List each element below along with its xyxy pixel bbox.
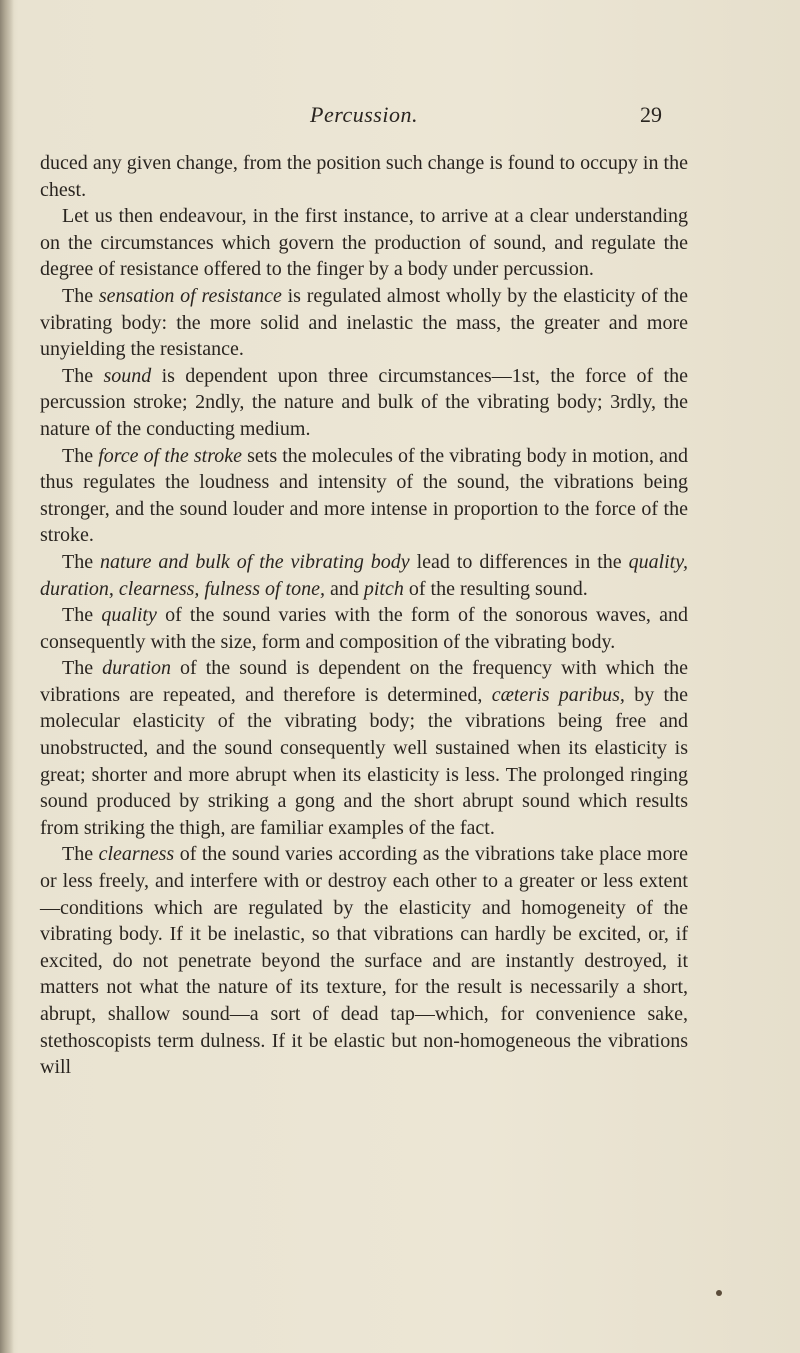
italic-term: nature and bulk of the vibrating body [100, 550, 410, 573]
paragraph [40, 549, 688, 602]
italic-term: quality, duration, clearness, fulness of tone, [40, 550, 689, 600]
text-run: The [62, 284, 99, 307]
text-run: by the molecular elasticity of the vibrating body; the vibrations being free and unobstructed, and the sound consequently well sustained when its elasticity is great; shorter and more abrupt when its elasticity is less. The prolonged ringing sound produced by striking a gong and the short abrupt sound which results from striking the thigh, are familiar examples of the fact. [40, 683, 688, 839]
italic-term: sound [103, 364, 152, 387]
paragraph [40, 283, 688, 363]
body-text [40, 150, 688, 1081]
ink-speck [716, 1290, 722, 1296]
running-title: Percussion. [310, 102, 418, 127]
text-run: is dependent upon three circumstances—1st, the force of the percussion stroke; 2ndly, the nature and bulk of the vibrating body; 3rdly, the nature of the conducting medium. [40, 364, 688, 440]
text-run: is regulated almost wholly by the elasticity of the vibrating body: the more solid and inelastic the mass, the greater and more unyielding the resistance. [40, 284, 689, 361]
paragraph [40, 363, 688, 443]
text-run: The [62, 604, 102, 627]
text-run: and [324, 577, 364, 600]
text-run: of the sound is dependent on the frequency with which the vibrations are repeated, and therefore is determined, [40, 657, 689, 706]
paragraph [40, 443, 688, 549]
italic-term: cæteris paribus, [491, 683, 625, 706]
italic-term: clearness [98, 843, 175, 866]
text-run: of the sound varies according as the vibrations take place more or less freely, and interfere with or destroy each other to a greater or less extent—conditions which are regulated by the elasticity and homogeneity of the vibrating body. If it be inelastic, so that vibrations can hardly be excited, or, if excited, do not penetrate beyond the surface and are instantly destroyed, it matters not what the nature of its texture, for the result is necessarily a short, abrupt, shallow sound—a sort of dead tap—which, for convenience sake, stethoscopists term dulness. If it be elastic but non-homogeneous the vibrations will [40, 843, 689, 1079]
italic-term: quality [101, 604, 157, 627]
binding-gutter [0, 0, 14, 1353]
paragraph [40, 655, 688, 841]
italic-term: pitch [363, 577, 404, 600]
paragraph-continued: duced any given change, from the position such change is found to occupy in the chest. [40, 152, 688, 201]
paragraph [40, 841, 688, 1080]
text-run: The [62, 657, 103, 680]
paragraph: Let us then endeavour, in the first instance, to arrive at a clear understanding on the circumstances which govern the production of sound, and regulate the degree of resistance offered to the finger by a body under percussion. [40, 205, 688, 281]
italic-term: sensation of resistance [98, 284, 282, 307]
text-run: The [62, 550, 101, 573]
text-run: of the sound varies with the form of the sonorous waves, and consequently with the size, form and composition of the vibrating body. [40, 604, 689, 653]
italic-term: duration [102, 657, 172, 680]
text-run: lead to differences in the [409, 550, 629, 573]
text-run: sets the molecules of the vibrating body in motion, and thus regulates the loudness and intensity of the sound, the vibrations being stronger, and the sound louder and more intense in proportion to the force of the stroke. [40, 444, 689, 547]
text-run: The [62, 444, 99, 467]
paragraph [40, 602, 688, 655]
text-run: of the resulting sound. [403, 577, 588, 600]
text-run: The [62, 364, 104, 387]
page-number: 29 [640, 102, 662, 127]
text-run: The [62, 843, 99, 866]
italic-term: force of the stroke [98, 444, 243, 467]
page-header [0, 102, 800, 132]
